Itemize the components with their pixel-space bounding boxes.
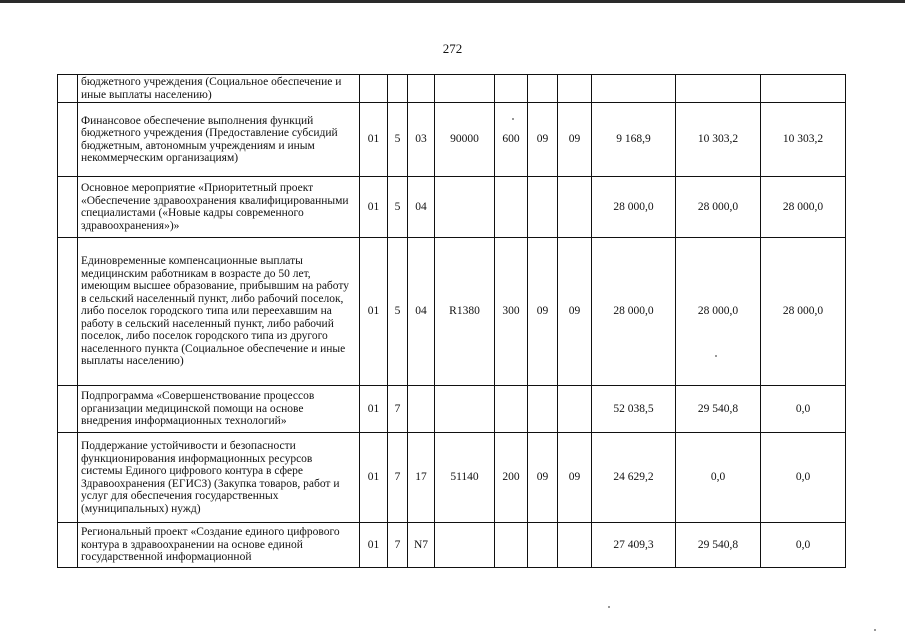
row-index-cell xyxy=(58,386,78,433)
expense-type-code xyxy=(495,386,528,433)
program-code: 01 xyxy=(360,177,388,238)
section-code: 09 xyxy=(528,238,558,386)
scan-speck xyxy=(715,355,717,357)
amount-year-2: 28 000,0 xyxy=(676,238,761,386)
section-code: 09 xyxy=(528,103,558,177)
amount-year-1: 28 000,0 xyxy=(592,238,676,386)
subsection-code xyxy=(558,523,592,568)
section-code xyxy=(528,386,558,433)
direction-code xyxy=(435,75,495,103)
row-index-cell xyxy=(58,103,78,177)
amount-year-1: 52 038,5 xyxy=(592,386,676,433)
subsection-code: 09 xyxy=(558,103,592,177)
amount-year-3: 10 303,2 xyxy=(761,103,846,177)
amount-year-2: 29 540,8 xyxy=(676,386,761,433)
scan-speck xyxy=(608,606,610,608)
amount-year-3: 0,0 xyxy=(761,386,846,433)
expense-type-code: 200 xyxy=(495,433,528,523)
program-code: 01 xyxy=(360,523,388,568)
amount-year-2: 29 540,8 xyxy=(676,523,761,568)
expense-type-code xyxy=(495,177,528,238)
amount-year-2: 10 303,2 xyxy=(676,103,761,177)
table-row xyxy=(58,386,846,433)
subprogram-code: 7 xyxy=(388,386,408,433)
activity-code xyxy=(408,386,435,433)
budget-table xyxy=(57,74,846,568)
program-code xyxy=(360,75,388,103)
table-row xyxy=(58,238,846,386)
subsection-code xyxy=(558,75,592,103)
row-description: Финансовое обеспечение выполнения функций бюджетного учреждения (Предоставление субсидий бюджетным, автономным учреждениям и иным некоммерческим организациям) xyxy=(78,103,360,177)
row-description: Основное мероприятие «Приоритетный проект «Обеспечение здравоохранения квалифицированными специалистами («Новые кадры современного здравоохранения»)» xyxy=(78,177,360,238)
direction-code: R1380 xyxy=(435,238,495,386)
program-code: 01 xyxy=(360,433,388,523)
activity-code: N7 xyxy=(408,523,435,568)
direction-code xyxy=(435,177,495,238)
direction-code xyxy=(435,523,495,568)
activity-code: 04 xyxy=(408,238,435,386)
direction-code: 90000 xyxy=(435,103,495,177)
row-description: Поддержание устойчивости и безопасности функционирования информационных ресурсов системы Единого цифрового контура в сфере Здравоохранения (ЕГИСЗ) (Закупка товаров, работ и услуг для обеспечения государственных (муниципальных) нужд) xyxy=(78,433,360,523)
expense-type-code: 300 xyxy=(495,238,528,386)
amount-year-3: 28 000,0 xyxy=(761,238,846,386)
amount-year-1: 28 000,0 xyxy=(592,177,676,238)
row-index-cell xyxy=(58,433,78,523)
direction-code xyxy=(435,386,495,433)
amount-year-1: 24 629,2 xyxy=(592,433,676,523)
direction-code: 51140 xyxy=(435,433,495,523)
subprogram-code: 5 xyxy=(388,238,408,386)
table-row xyxy=(58,103,846,177)
amount-year-2: 0,0 xyxy=(676,433,761,523)
expense-type-code xyxy=(495,75,528,103)
table-row xyxy=(58,523,846,568)
scan-top-edge xyxy=(0,0,905,3)
row-index-cell xyxy=(58,177,78,238)
expense-type-code xyxy=(495,523,528,568)
section-code: 09 xyxy=(528,433,558,523)
scan-speck xyxy=(512,118,514,120)
subprogram-code: 7 xyxy=(388,523,408,568)
section-code xyxy=(528,177,558,238)
amount-year-1 xyxy=(592,75,676,103)
table-row xyxy=(58,75,846,103)
subsection-code: 09 xyxy=(558,433,592,523)
program-code: 01 xyxy=(360,238,388,386)
table-row xyxy=(58,177,846,238)
scan-speck xyxy=(874,629,876,631)
activity-code: 04 xyxy=(408,177,435,238)
page-number: 272 xyxy=(442,41,463,56)
row-description: бюджетного учреждения (Социальное обеспечение и иные выплаты населению) xyxy=(78,75,360,103)
amount-year-1: 27 409,3 xyxy=(592,523,676,568)
program-code: 01 xyxy=(360,386,388,433)
row-index-cell xyxy=(58,75,78,103)
amount-year-1: 9 168,9 xyxy=(592,103,676,177)
program-code: 01 xyxy=(360,103,388,177)
subprogram-code: 7 xyxy=(388,433,408,523)
amount-year-2 xyxy=(676,75,761,103)
amount-year-3: 0,0 xyxy=(761,433,846,523)
subprogram-code: 5 xyxy=(388,177,408,238)
subsection-code: 09 xyxy=(558,238,592,386)
activity-code: 17 xyxy=(408,433,435,523)
row-description: Подпрограмма «Совершенствование процессов организации медицинской помощи на основе внедрения информационных технологий» xyxy=(78,386,360,433)
amount-year-3: 28 000,0 xyxy=(761,177,846,238)
subprogram-code: 5 xyxy=(388,103,408,177)
table-row xyxy=(58,433,846,523)
section-code xyxy=(528,523,558,568)
row-index-cell xyxy=(58,523,78,568)
amount-year-3: 0,0 xyxy=(761,523,846,568)
row-description: Единовременные компенсационные выплаты медицинским работникам в возрасте до 50 лет, имеющим высшее образование, прибывшим на работу в сельский населенный пункт, либо рабочий поселок, либо поселок городского типа или переехавшим на работу в сельский населенный пункт, либо рабочий поселок, либо поселок городского типа из другого населенного пункта (Социальное обеспечение и иные выплаты населению) xyxy=(78,238,360,386)
amount-year-3 xyxy=(761,75,846,103)
row-index-cell xyxy=(58,238,78,386)
activity-code xyxy=(408,75,435,103)
activity-code: 03 xyxy=(408,103,435,177)
subsection-code xyxy=(558,177,592,238)
subprogram-code xyxy=(388,75,408,103)
row-description: Региональный проект «Создание единого цифрового контура в здравоохранении на основе единой государственной информационной xyxy=(78,523,360,568)
amount-year-2: 28 000,0 xyxy=(676,177,761,238)
expense-type-code: 600 xyxy=(495,103,528,177)
section-code xyxy=(528,75,558,103)
subsection-code xyxy=(558,386,592,433)
